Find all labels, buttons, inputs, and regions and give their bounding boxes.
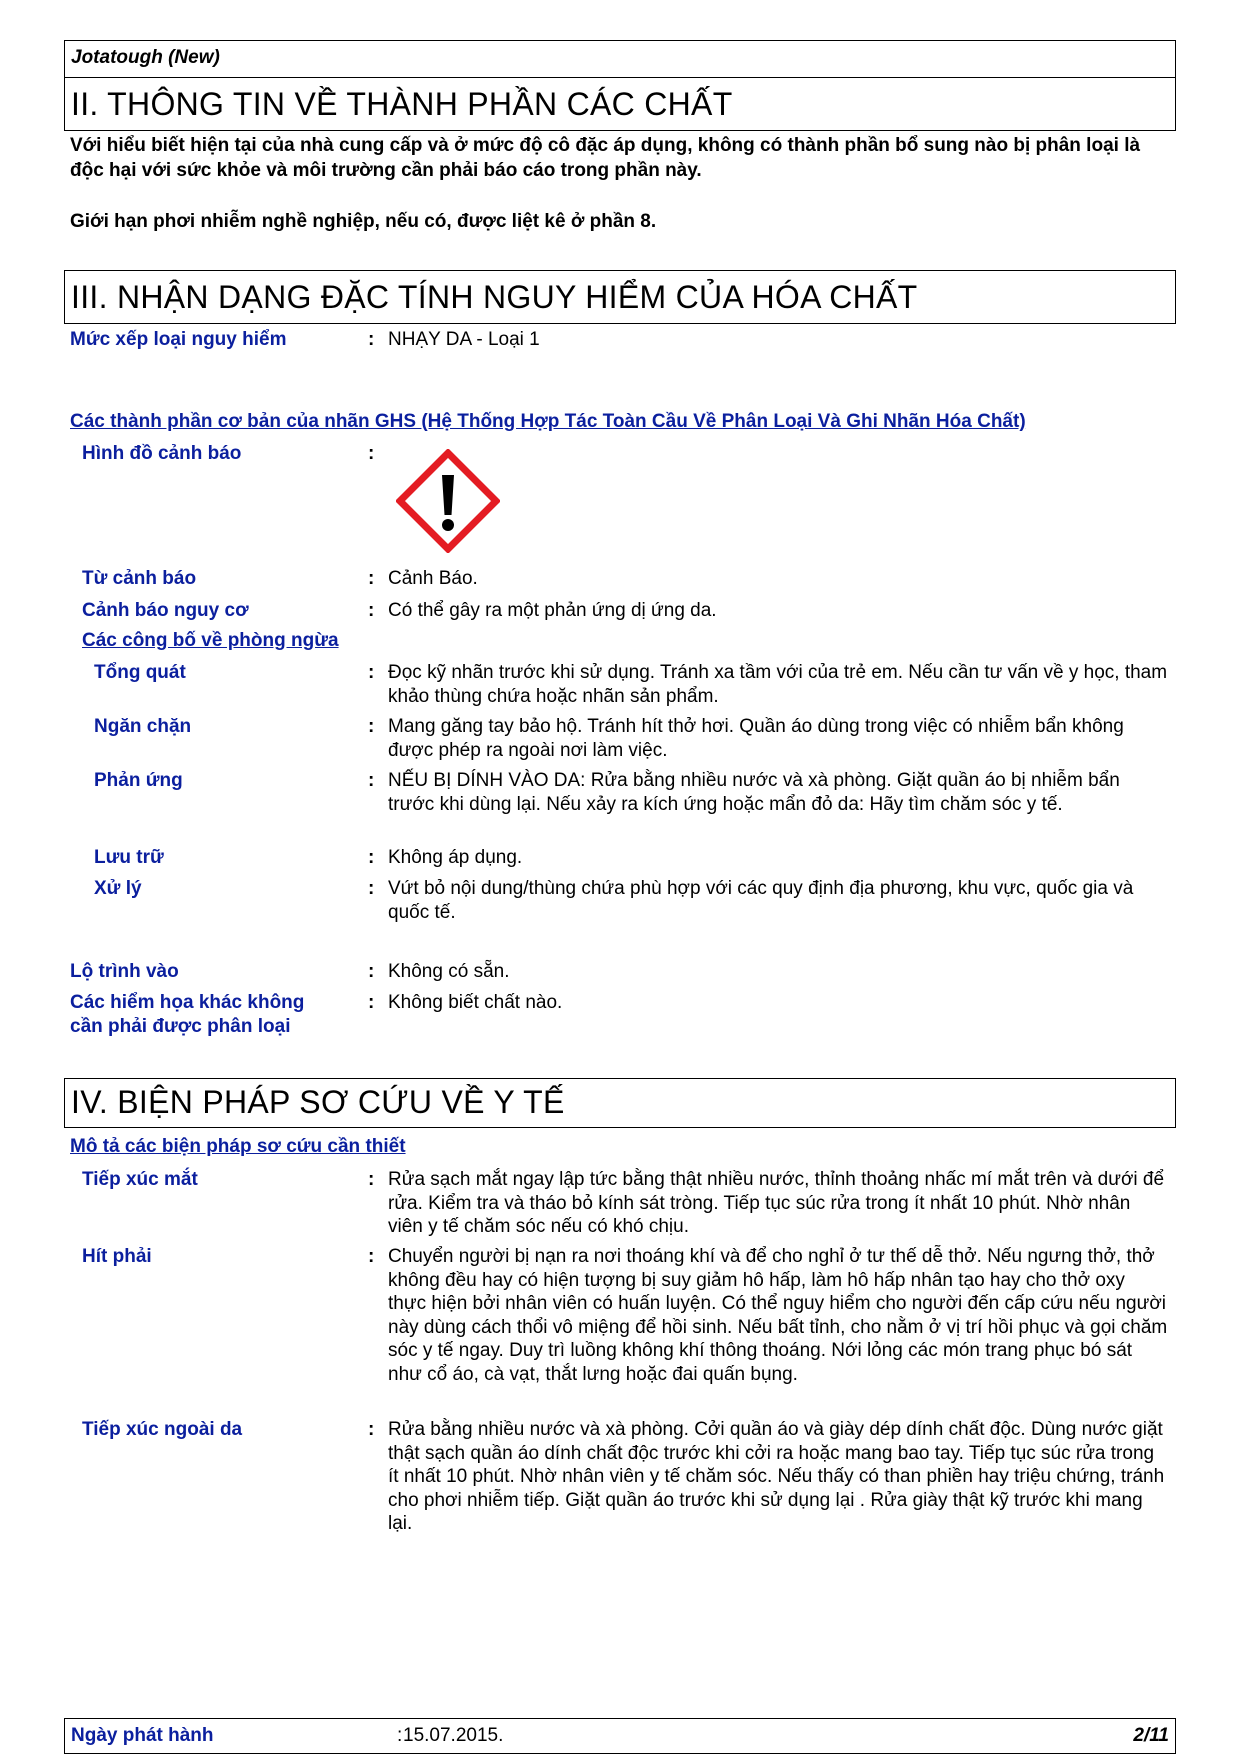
issue-date-label: Ngày phát hành	[71, 1725, 214, 1746]
colon: :	[368, 1419, 375, 1440]
skin-contact-label: Tiếp xúc ngoài da	[82, 1419, 243, 1440]
issue-date-value: 15.07.2015.	[403, 1725, 504, 1746]
section-2-paragraph: Với hiểu biết hiện tại của nhà cung cấp và ở mức độ cô đặc áp dụng, không có thành phần bổ sung nào bị phân loại là độc hại với sức khỏe và môi trường cần phải báo cáo trong phần này.	[70, 135, 1141, 181]
colon: :	[368, 770, 375, 791]
section-2-title: II. THÔNG TIN VỀ THÀNH PHẦN CÁC CHẤT	[71, 86, 733, 122]
precaution-storage-label: Lưu trữ	[94, 847, 164, 868]
hazard-statement-label: Cảnh báo nguy cơ	[82, 600, 249, 621]
section-2-exposure-note: Giới hạn phơi nhiễm nghề nghiệp, nếu có, được liệt kê ở phần 8.	[70, 211, 657, 232]
product-header	[64, 40, 1176, 78]
inhalation-label: Hít phải	[82, 1246, 152, 1267]
pictogram-label: Hình đồ cảnh báo	[82, 443, 242, 464]
precaution-general-value: Đọc kỹ nhãn trước khi sử dụng. Tránh xa tầm với của trẻ em. Nếu cần tư vấn về y học, tham khảo thùng chứa hoặc nhãn sản phẩm.	[388, 662, 1168, 707]
inhalation-value: Chuyển người bị nạn ra nơi thoáng khí và để cho nghỉ ở tư thế dễ thở. Nếu ngưng thở, thở không đều hay có hiện tượng bị suy giảm hô hấp, làm hô hấp nhân tạo hay cho thở oxy thực hiện bởi nhân viên có huấn luyện. Có thể nguy hiểm cho người đến cấp cứu nếu người này dùng cách thổi vô miệng để hồi sinh. Nếu bất tỉnh, cho nằm ở vị trí hồi phục và gọi chăm sóc y tế ngay. Duy trì luồng không khí thông thoáng. Nới lỏng các món trang phục bó sát như cổ áo, cà vạt, thắt lưng hoặc đai quấn bụng.	[388, 1246, 1168, 1385]
page-footer	[64, 1718, 1176, 1754]
colon: :	[368, 1169, 375, 1190]
product-name: Jotatough (New)	[71, 47, 220, 68]
precaution-disposal-label: Xử lý	[94, 878, 142, 899]
precaution-response-value: NẾU BỊ DÍNH VÀO DA: Rửa bằng nhiều nước và xà phòng. Giặt quần áo bị nhiễm bẩn trước khi dùng lại. Nếu xảy ra kích ứng hoặc mẩn đỏ da: Hãy tìm chăm sóc y tế.	[388, 770, 1120, 815]
section-4-header	[64, 1078, 1176, 1128]
colon: :	[368, 961, 375, 982]
signal-word-label: Từ cảnh báo	[82, 568, 197, 589]
colon: :	[368, 992, 375, 1013]
colon: :	[368, 662, 375, 683]
colon: :	[368, 878, 375, 899]
ghs-label-elements-heading: Các thành phần cơ bản của nhãn GHS (Hệ Thống Hợp Tác Toàn Cầu Về Phân Loại Và Ghi Nhãn Hóa Chất)	[70, 411, 1026, 432]
section-2-header	[64, 77, 1176, 131]
precaution-storage-value: Không áp dụng.	[388, 847, 523, 868]
colon: :	[368, 716, 375, 737]
other-hazards-value: Không biết chất nào.	[388, 992, 563, 1013]
precaution-disposal-value: Vứt bỏ nội dung/thùng chứa phù hợp với các quy định địa phương, khu vực, quốc gia và quốc tế.	[388, 878, 1134, 923]
section-4-title: IV. BIỆN PHÁP SƠ CỨU VỀ Y TẾ	[71, 1084, 565, 1120]
exclamation-mark-diamond-icon	[396, 449, 500, 553]
classification-value: NHẠY DA - Loại 1	[388, 329, 540, 350]
page-number: 2/11	[1133, 1725, 1169, 1746]
hazard-statement-value: Có thể gây ra một phản ứng dị ứng da.	[388, 600, 717, 621]
section-3-header	[64, 270, 1176, 324]
precaution-general-label: Tổng quát	[94, 662, 186, 683]
precaution-response-label: Phản ứng	[94, 770, 183, 791]
precaution-prevention-label: Ngăn chặn	[94, 716, 192, 737]
section-3-title: III. NHẬN DẠNG ĐẶC TÍNH NGUY HIỂM CỦA HÓA CHẤT	[71, 279, 918, 315]
classification-label: Mức xếp loại nguy hiểm	[70, 329, 287, 350]
other-hazards-label: Các hiểm họa khác không cần phải được phân loại	[70, 992, 305, 1037]
colon: :	[368, 568, 375, 589]
eye-contact-label: Tiếp xúc mắt	[82, 1169, 198, 1190]
precaution-prevention-value: Mang găng tay bảo hộ. Tránh hít thở hơi. Quần áo dùng trong việc có nhiễm bẩn không được phép ra ngoài nơi làm việc.	[388, 716, 1124, 761]
precautionary-statements-heading: Các công bố về phòng ngừa	[82, 630, 339, 651]
eye-contact-value: Rửa sạch mắt ngay lập tức bằng thật nhiều nước, thỉnh thoảng nhấc mí mắt trên và dưới để rửa. Kiểm tra và tháo bỏ kính sát tròng. Tiếp tục súc rửa trong ít nhất 10 phút. Nhờ nhân viên y tế chăm sóc nếu có khó chịu.	[388, 1169, 1165, 1237]
first-aid-description-heading: Mô tả các biện pháp sơ cứu cần thiết	[70, 1136, 406, 1157]
footer-colon: :	[397, 1725, 403, 1746]
colon: :	[368, 329, 375, 350]
colon: :	[368, 847, 375, 868]
route-of-entry-value: Không có sẵn.	[388, 961, 510, 982]
colon: :	[368, 600, 375, 621]
route-of-entry-label: Lộ trình vào	[70, 961, 179, 982]
colon: :	[368, 1246, 375, 1267]
skin-contact-value: Rửa bằng nhiều nước và xà phòng. Cởi quần áo và giày dép dính chất độc. Dùng nước giặt thật sạch quần áo dính chất độc trước khi cởi ra hoặc mang bao tay. Tiếp tục súc rửa trong ít nhất 10 phút. Nhờ nhân viên y tế chăm sóc. Nếu thấy có than phiền hay triệu chứng, tránh cho phơi nhiễm tiếp. Giặt quần áo trước khi sử dụng lại . Rửa giày thật kỹ trước khi mang lại.	[388, 1419, 1165, 1534]
signal-word-value: Cảnh Báo.	[388, 568, 478, 589]
colon: :	[368, 443, 375, 464]
